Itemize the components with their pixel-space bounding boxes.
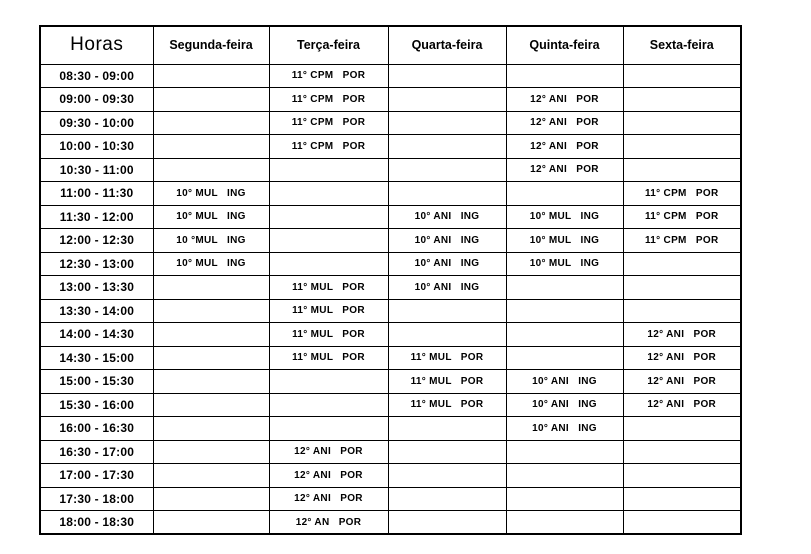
- schedule-cell: [388, 88, 506, 112]
- schedule-cell: [388, 111, 506, 135]
- column-header-horas: Horas: [40, 26, 153, 64]
- schedule-cell: [506, 511, 623, 535]
- schedule-cell: 11° CPM POR: [623, 229, 741, 253]
- schedule-cell: 10° ANI ING: [388, 205, 506, 229]
- table-row: [40, 511, 741, 535]
- schedule-cell: [623, 464, 741, 488]
- time-cell: 09:30 - 10:00: [40, 111, 153, 135]
- schedule-cell: [623, 88, 741, 112]
- schedule-cell: [506, 299, 623, 323]
- timetable: [39, 25, 742, 535]
- header-row: [40, 26, 741, 64]
- schedule-cell: [388, 487, 506, 511]
- schedule-cell: [506, 323, 623, 347]
- schedule-cell: [153, 276, 269, 300]
- schedule-cell: 10° MUL ING: [506, 205, 623, 229]
- table-row: [40, 393, 741, 417]
- table-row: [40, 417, 741, 441]
- schedule-cell: [623, 511, 741, 535]
- table-row: [40, 487, 741, 511]
- schedule-cell: [623, 276, 741, 300]
- schedule-cell: [153, 135, 269, 159]
- schedule-cell: 10° ANI ING: [506, 393, 623, 417]
- schedule-cell: [388, 158, 506, 182]
- time-cell: 11:30 - 12:00: [40, 205, 153, 229]
- schedule-cell: [506, 464, 623, 488]
- table-row: [40, 370, 741, 394]
- schedule-cell: [388, 511, 506, 535]
- schedule-cell: [269, 182, 388, 206]
- schedule-cell: [388, 182, 506, 206]
- schedule-cell: [506, 487, 623, 511]
- schedule-cell: [388, 417, 506, 441]
- table-row: [40, 276, 741, 300]
- schedule-cell: 12° AN POR: [269, 511, 388, 535]
- column-header-sexta-feira: Sexta-feira: [623, 26, 741, 64]
- schedule-cell: [506, 346, 623, 370]
- schedule-cell: [269, 252, 388, 276]
- schedule-cell: [153, 487, 269, 511]
- schedule-cell: [388, 299, 506, 323]
- schedule-cell: 12° ANI POR: [506, 88, 623, 112]
- schedule-cell: [153, 511, 269, 535]
- schedule-cell: [623, 111, 741, 135]
- column-header-terca-feira: Terça-feira: [269, 26, 388, 64]
- schedule-cell: [153, 299, 269, 323]
- schedule-cell: [153, 111, 269, 135]
- time-cell: 15:00 - 15:30: [40, 370, 153, 394]
- timetable-body: [40, 64, 741, 534]
- time-cell: 12:00 - 12:30: [40, 229, 153, 253]
- schedule-cell: 12° ANI POR: [623, 370, 741, 394]
- schedule-cell: 12° ANI POR: [506, 158, 623, 182]
- schedule-cell: [623, 135, 741, 159]
- schedule-cell: 12° ANI POR: [269, 440, 388, 464]
- table-row: [40, 135, 741, 159]
- schedule-cell: [269, 229, 388, 253]
- schedule-cell: [623, 299, 741, 323]
- schedule-cell: [623, 417, 741, 441]
- table-row: [40, 440, 741, 464]
- table-row: [40, 323, 741, 347]
- schedule-cell: 11° MUL POR: [269, 346, 388, 370]
- schedule-cell: [269, 393, 388, 417]
- table-row: [40, 111, 741, 135]
- schedule-cell: [269, 370, 388, 394]
- schedule-cell: [506, 182, 623, 206]
- time-cell: 13:30 - 14:00: [40, 299, 153, 323]
- schedule-cell: [623, 158, 741, 182]
- schedule-cell: 11° CPM POR: [269, 111, 388, 135]
- time-cell: 17:00 - 17:30: [40, 464, 153, 488]
- column-header-quarta-feira: Quarta-feira: [388, 26, 506, 64]
- schedule-cell: [153, 464, 269, 488]
- table-row: [40, 88, 741, 112]
- schedule-cell: 10° MUL ING: [153, 182, 269, 206]
- schedule-cell: [388, 323, 506, 347]
- time-cell: 09:00 - 09:30: [40, 88, 153, 112]
- schedule-cell: 10° MUL ING: [153, 205, 269, 229]
- schedule-cell: 11° MUL POR: [269, 276, 388, 300]
- schedule-cell: 11° CPM POR: [269, 64, 388, 88]
- schedule-cell: [623, 440, 741, 464]
- schedule-cell: [623, 64, 741, 88]
- schedule-cell: 11° MUL POR: [269, 323, 388, 347]
- time-cell: 18:00 - 18:30: [40, 511, 153, 535]
- time-cell: 14:00 - 14:30: [40, 323, 153, 347]
- table-row: [40, 464, 741, 488]
- schedule-cell: 10° ANI ING: [388, 276, 506, 300]
- schedule-cell: 10° ANI ING: [506, 417, 623, 441]
- time-cell: 14:30 - 15:00: [40, 346, 153, 370]
- schedule-cell: 10° ANI ING: [506, 370, 623, 394]
- schedule-cell: [388, 135, 506, 159]
- time-cell: 11:00 - 11:30: [40, 182, 153, 206]
- schedule-cell: 12° ANI POR: [269, 487, 388, 511]
- schedule-cell: 11° CPM POR: [269, 88, 388, 112]
- schedule-cell: [506, 276, 623, 300]
- schedule-cell: 12° ANI POR: [623, 393, 741, 417]
- time-cell: 17:30 - 18:00: [40, 487, 153, 511]
- schedule-cell: 11° MUL POR: [388, 393, 506, 417]
- schedule-cell: [153, 417, 269, 441]
- time-cell: 10:30 - 11:00: [40, 158, 153, 182]
- time-cell: 08:30 - 09:00: [40, 64, 153, 88]
- schedule-cell: [388, 464, 506, 488]
- schedule-cell: [388, 440, 506, 464]
- schedule-cell: [153, 440, 269, 464]
- schedule-cell: [623, 487, 741, 511]
- schedule-cell: [623, 252, 741, 276]
- schedule-cell: 12° ANI POR: [506, 111, 623, 135]
- time-cell: 16:30 - 17:00: [40, 440, 153, 464]
- schedule-cell: 10° MUL ING: [153, 252, 269, 276]
- schedule-cell: 11° CPM POR: [623, 182, 741, 206]
- schedule-cell: [153, 370, 269, 394]
- table-row: [40, 158, 741, 182]
- schedule-cell: [153, 323, 269, 347]
- schedule-cell: [153, 393, 269, 417]
- column-header-segunda-feira: Segunda-feira: [153, 26, 269, 64]
- time-cell: 13:00 - 13:30: [40, 276, 153, 300]
- schedule-cell: 10° MUL ING: [506, 252, 623, 276]
- schedule-cell: 12° ANI POR: [506, 135, 623, 159]
- time-cell: 10:00 - 10:30: [40, 135, 153, 159]
- column-header-quinta-feira: Quinta-feira: [506, 26, 623, 64]
- table-row: [40, 299, 741, 323]
- schedule-cell: 12° ANI POR: [269, 464, 388, 488]
- schedule-cell: [153, 88, 269, 112]
- schedule-cell: [506, 440, 623, 464]
- schedule-cell: [153, 64, 269, 88]
- table-row: [40, 64, 741, 88]
- schedule-cell: [506, 64, 623, 88]
- schedule-cell: 11° CPM POR: [623, 205, 741, 229]
- schedule-cell: 11° CPM POR: [269, 135, 388, 159]
- time-cell: 12:30 - 13:00: [40, 252, 153, 276]
- schedule-cell: [153, 158, 269, 182]
- time-cell: 16:00 - 16:30: [40, 417, 153, 441]
- schedule-cell: 12° ANI POR: [623, 346, 741, 370]
- schedule-cell: [153, 346, 269, 370]
- schedule-cell: 11° MUL POR: [388, 346, 506, 370]
- schedule-cell: [388, 64, 506, 88]
- table-row: [40, 346, 741, 370]
- schedule-cell: 11° MUL POR: [269, 299, 388, 323]
- table-row: [40, 229, 741, 253]
- schedule-cell: 12° ANI POR: [623, 323, 741, 347]
- schedule-cell: [269, 205, 388, 229]
- schedule-cell: [269, 158, 388, 182]
- schedule-cell: 10° MUL ING: [506, 229, 623, 253]
- schedule-cell: 10° ANI ING: [388, 229, 506, 253]
- table-row: [40, 252, 741, 276]
- schedule-cell: [269, 417, 388, 441]
- schedule-cell: 10 °MUL ING: [153, 229, 269, 253]
- schedule-cell: 10° ANI ING: [388, 252, 506, 276]
- table-row: [40, 182, 741, 206]
- schedule-cell: 11° MUL POR: [388, 370, 506, 394]
- table-row: [40, 205, 741, 229]
- time-cell: 15:30 - 16:00: [40, 393, 153, 417]
